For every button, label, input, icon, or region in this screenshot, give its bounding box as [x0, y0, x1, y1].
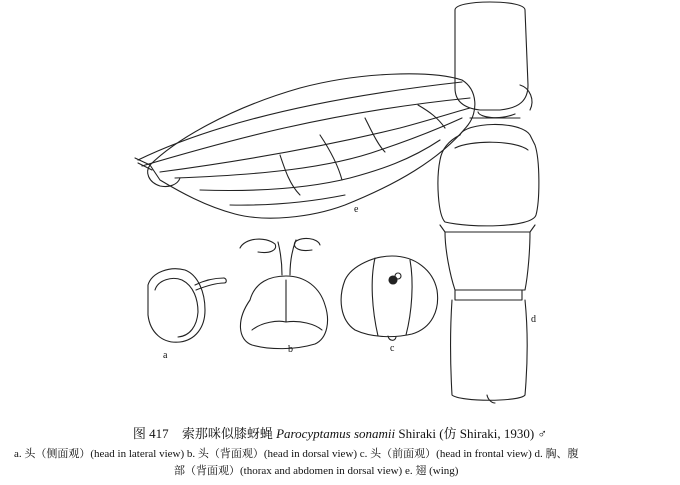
figure-caption-title	[0, 423, 680, 442]
panel-label-a: a	[163, 350, 168, 361]
caption-line-2: 部（背面观）(thorax and abdomen in dorsal view) e. 翅 (wing)	[174, 465, 459, 477]
thorax-abdomen-drawing	[438, 2, 539, 403]
panel-label-c: c	[390, 343, 395, 354]
head-lateral-drawing	[148, 269, 226, 342]
head-dorsal-drawing	[240, 238, 328, 348]
author-citation: Shiraki (仿 Shiraki, 1930)	[398, 426, 535, 441]
panel-label-b: b	[288, 344, 293, 355]
chinese-name: 索那咪似膝蚜蝇	[181, 426, 273, 441]
panel-label-e: e	[354, 204, 359, 215]
sex-symbol: ♂	[537, 426, 548, 441]
head-frontal-drawing	[341, 256, 437, 340]
figure-caption-legend	[14, 446, 669, 480]
scientific-name: Parocyptamus sonamii	[276, 426, 396, 441]
wing-drawing	[135, 74, 475, 218]
panel-label-d: d	[531, 314, 536, 325]
caption-line-1: a. 头（侧面观）(head in lateral view) b. 头（背面观）(head in dorsal view) c. 头（前面观）(head in frontal view) d. 胸、腹	[14, 448, 579, 460]
figure-number: 图 417	[132, 426, 169, 441]
